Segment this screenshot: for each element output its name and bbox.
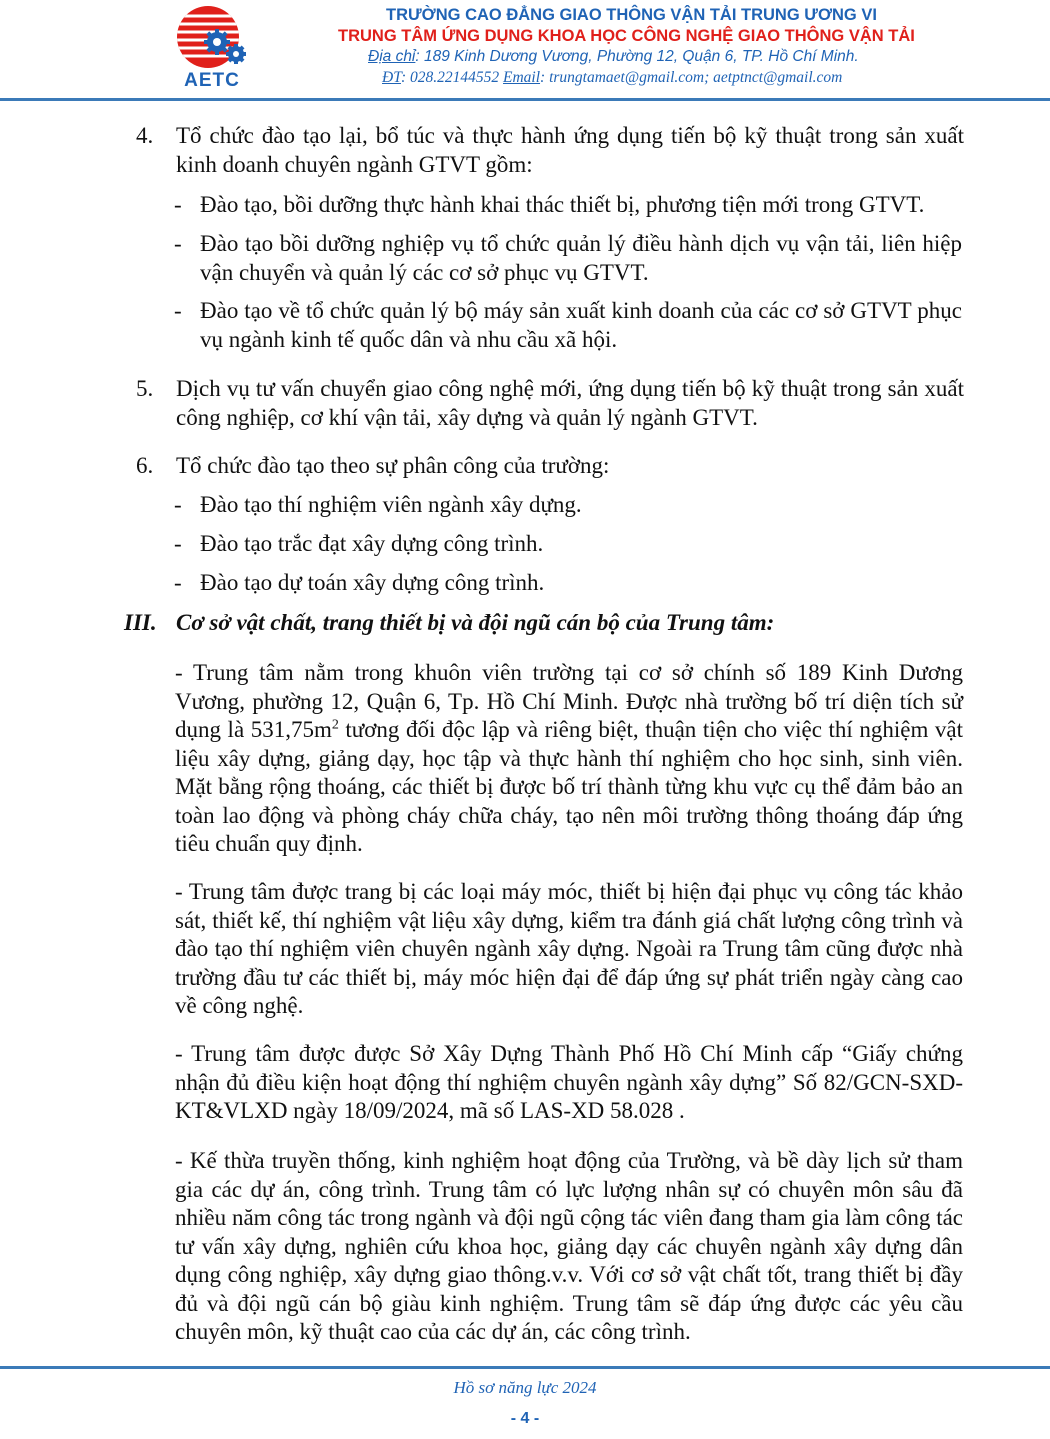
bullet-text: Đào tạo thí nghiệm viên ngành xây dựng. <box>200 492 582 517</box>
dash-marker: - <box>174 298 182 323</box>
paragraph-equipment: - Trung tâm được trang bị các loại máy móc, thiết bị hiện đại phục vụ công tác khảo sát, thiết kế, thí nghiệm vật liệu xây dựng, kiểm tra đánh giá chất lượng công trình và đào tạo thí nghiệm viên chuyên ngành xây dựng. Ngoài ra Trung tâm cũng được nhà trường đầu tư các thiết bị, máy móc hiện đại để đáp ứng sự phát triển ngày càng cao về công nghệ. <box>175 879 963 1018</box>
dash-marker: - <box>174 192 182 217</box>
contact-line <box>290 69 1010 87</box>
dash-marker: - <box>174 492 182 517</box>
dash-marker: - <box>174 570 182 595</box>
section-number: III. <box>124 610 157 635</box>
address-value: : 189 Kinh Dương Vương, Phường 12, Quận 6, TP. Hồ Chí Minh. <box>415 48 859 65</box>
letterhead <box>0 0 1050 102</box>
item-text: Dịch vụ tư vấn chuyển giao công nghệ mới, ứng dụng tiến bộ kỹ thuật trong sản xuất công nghiệp, cơ khí vận tải, xây dựng và quản lý ngành GTVT. <box>176 376 964 430</box>
bullet-text: Đào tạo trắc đạt xây dựng công trình. <box>200 531 544 556</box>
section-title: Cơ sở vật chất, trang thiết bị và đội ngũ cán bộ của Trung tâm: <box>176 610 775 635</box>
dash-marker: - <box>174 231 182 256</box>
paragraph-experience: - Kế thừa truyền thống, kinh nghiệm hoạt động của Trường, và bề dày lịch sử tham gia các dự án, công trình. Trung tâm có lực lượng nhân sự có chuyên môn sâu đã nhiều năm công tác trong ngành và đội ngũ cộng tác viên đang tham gia làm công tác tư vấn xây dựng, nghiên cứu khoa học, giảng dạy các chuyên ngành xây dựng dân dụng công nghiệp, xây dựng giao thông.v.v. Với cơ sở vật chất tốt, trang thiết bị đầy đủ và đội ngũ cán bộ giàu kinh nghiệm. Trung tâm sẽ đáp ứng được các yêu cầu chuyên môn, kỹ thuật cao của các dự án, các công trình. <box>175 1148 963 1344</box>
item-text: Tổ chức đào tạo lại, bổ túc và thực hành ứng dụng tiến bộ kỹ thuật trong sản xuất kinh doanh chuyên ngành GTVT gồm: <box>176 123 964 177</box>
gear-logo-icon <box>172 4 252 70</box>
item-number: 6. <box>136 453 154 478</box>
item-number: 5. <box>136 376 154 401</box>
header-divider <box>0 98 1050 101</box>
address-line <box>290 48 1010 66</box>
school-name: TRƯỜNG CAO ĐẲNG GIAO THÔNG VẬN TẢI TRUNG ƯƠNG VI <box>386 6 877 24</box>
dash-marker: - <box>174 531 182 556</box>
paragraph-certificate: - Trung tâm được được Sở Xây Dựng Thành Phố Hồ Chí Minh cấp “Giấy chứng nhận đủ điều kiện hoạt động thí nghiệm chuyên ngành xây dựng” Số 82/GCN-SXD-KT&VLXD ngày 18/09/2024, mã số LAS-XD 58.028 . <box>175 1041 963 1123</box>
phone-value: : 028.22144552 <box>400 69 504 86</box>
paragraph-text: - Trung tâm nằm trong khuôn viên trường tại cơ sở chính số 189 Kinh Dương Vương, phường 12, Quận 6, Tp. Hồ Chí Minh. Được nhà trường bố trí diện tích sử dụng là 531,75m <box>175 660 963 742</box>
email-value: : trungtamaet@gmail.com; aetptnct@gmail.com <box>540 69 843 86</box>
aetc-logo <box>172 4 252 94</box>
phone-label: ĐT <box>382 69 401 86</box>
footer-divider <box>0 1366 1050 1369</box>
paragraph-text: tương đối độc lập và riêng biệt, thuận tiện cho việc thí nghiệm vật liệu xây dựng, giảng dạy, học tập và thực hành thí nghiệm cho học sinh, sinh viên. Mặt bằng rộng thoáng, các thiết bị được bố trí thành từng khu vực cụ thể đảm bảo an toàn lao động và phòng cháy chữa cháy, tạo nên môi trường thông thoáng đáp ứng tiêu chuẩn quy định. <box>175 717 963 856</box>
item-number: 4. <box>136 123 154 148</box>
item-text: Tổ chức đào tạo theo sự phân công của trường: <box>176 453 610 478</box>
logo-text: AETC <box>184 70 240 91</box>
footer-title: Hồ sơ năng lực 2024 <box>453 1378 597 1397</box>
bullet-text: Đào tạo dự toán xây dựng công trình. <box>200 570 545 595</box>
address-label: Địa chỉ <box>368 48 416 65</box>
bullet-text: Đào tạo, bồi dưỡng thực hành khai thác thiết bị, phương tiện mới trong GTVT. <box>200 192 925 217</box>
superscript: 2 <box>331 717 339 733</box>
paragraph-facility <box>175 659 963 859</box>
page-number: - 4 - <box>510 1410 540 1427</box>
bullet-text: Đào tạo bồi dưỡng nghiệp vụ tổ chức quản lý điều hành dịch vụ vận tải, liên hiệp vận chuyển và quản lý các cơ sở phục vụ GTVT. <box>200 231 962 285</box>
center-name: TRUNG TÂM ỨNG DỤNG KHOA HỌC CÔNG NGHỆ GIAO THÔNG VẬN TẢI <box>338 27 915 45</box>
bullet-text: Đào tạo về tổ chức quản lý bộ máy sản xuất kinh doanh của các cơ sở GTVT phục vụ ngành kinh tế quốc dân và nhu cầu xã hội. <box>200 298 962 352</box>
email-label: Email <box>503 69 541 86</box>
